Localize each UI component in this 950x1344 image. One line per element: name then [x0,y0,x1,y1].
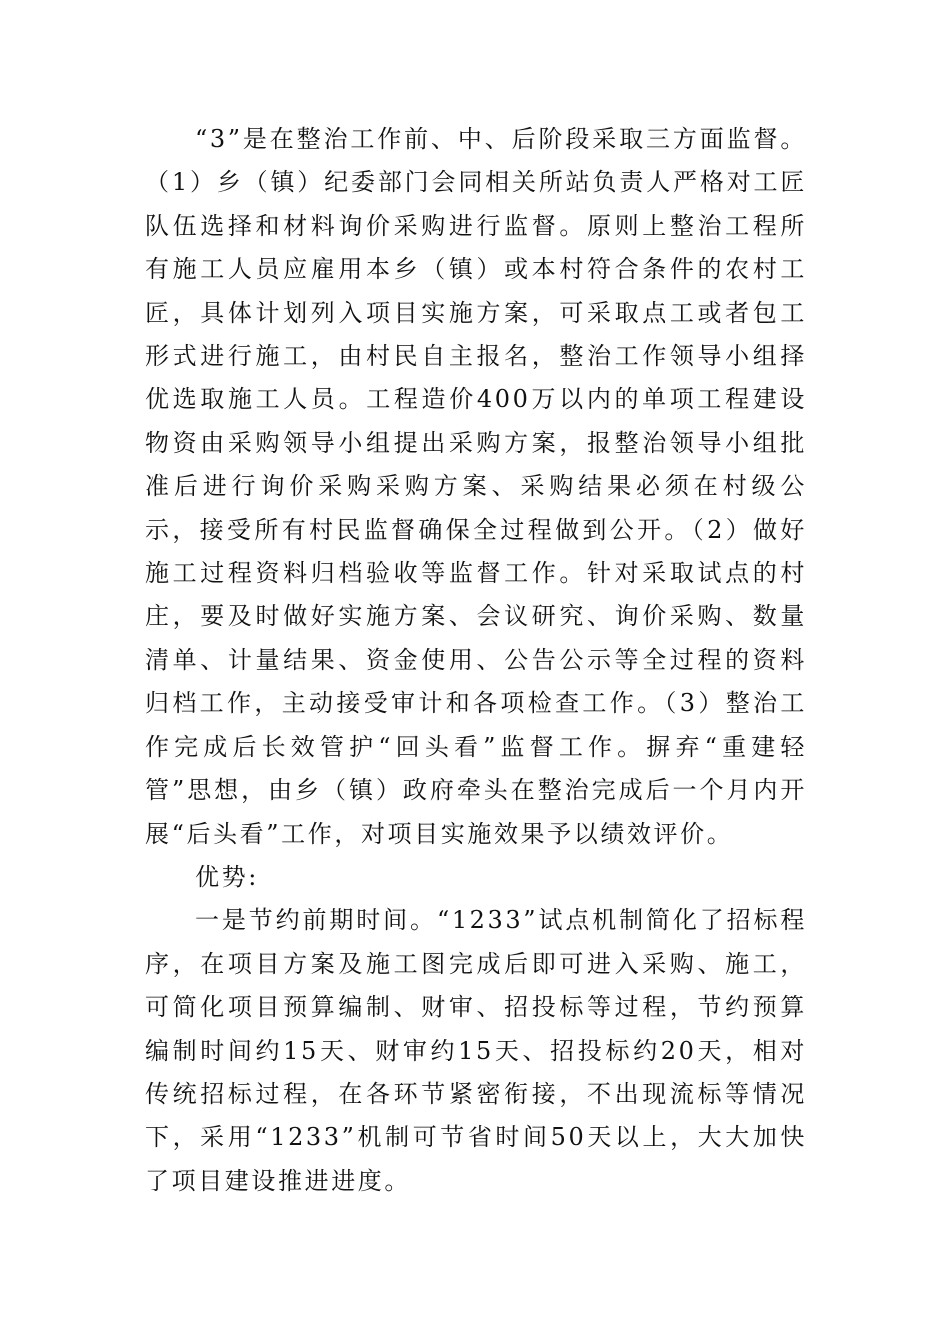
paragraph-advantages-heading: 优势: [195,862,259,891]
paragraph-supervision: “3”是在整治工作前、中、后阶段采取三方面监督。（1）乡（镇）纪委部门会同相关所站负责人严格对工匠队伍选择和材料询价采购进行监督。原则上整治工程所有施工人员应雇用本乡（镇）或本村符合条件的农村工匠，具体计划列入项目实施方案，可采取点工或者包工形式进行施工，由村民自主报名，整治工作领导小组择优选取施工人员。工程造价400万以内的单项工程建设物资由采购领导小组提出采购方案，报整治领导小组批准后进行询价采购采购方案、采购结果必须在村级公示，接受所有村民监督确保全过程做到公开。（2）做好施工过程资料归档验收等监督工作。针对采取试点的村庄，要及时做好实施方案、会议研究、询价采购、数量清单、计量结果、资金使用、公告公示等全过程的资料归档工作，主动接受审计和各项检查工作。（3）整治工作完成后长效管护“回头看”监督工作。摒弃“重建轻管”思想，由乡（镇）政府牵头在整治完成后一个月内开展“后头看”工作，对项目实施效果予以绩效评价。 [145,125,807,848]
paragraph-advantage-one: 一是节约前期时间。“1233”试点机制简化了招标程序，在项目方案及施工图完成后即可进入采购、施工，可简化项目预算编制、财审、招投标等过程，节约预算编制时间约15天、财审约15天、招投标约20天，相对传统招标过程，在各环节紧密衔接，不出现流标等情况下，采用“1233”机制可节省时间50天以上，大大加快了项目建设推进进度。 [145,906,807,1195]
document-body [145,118,807,1203]
